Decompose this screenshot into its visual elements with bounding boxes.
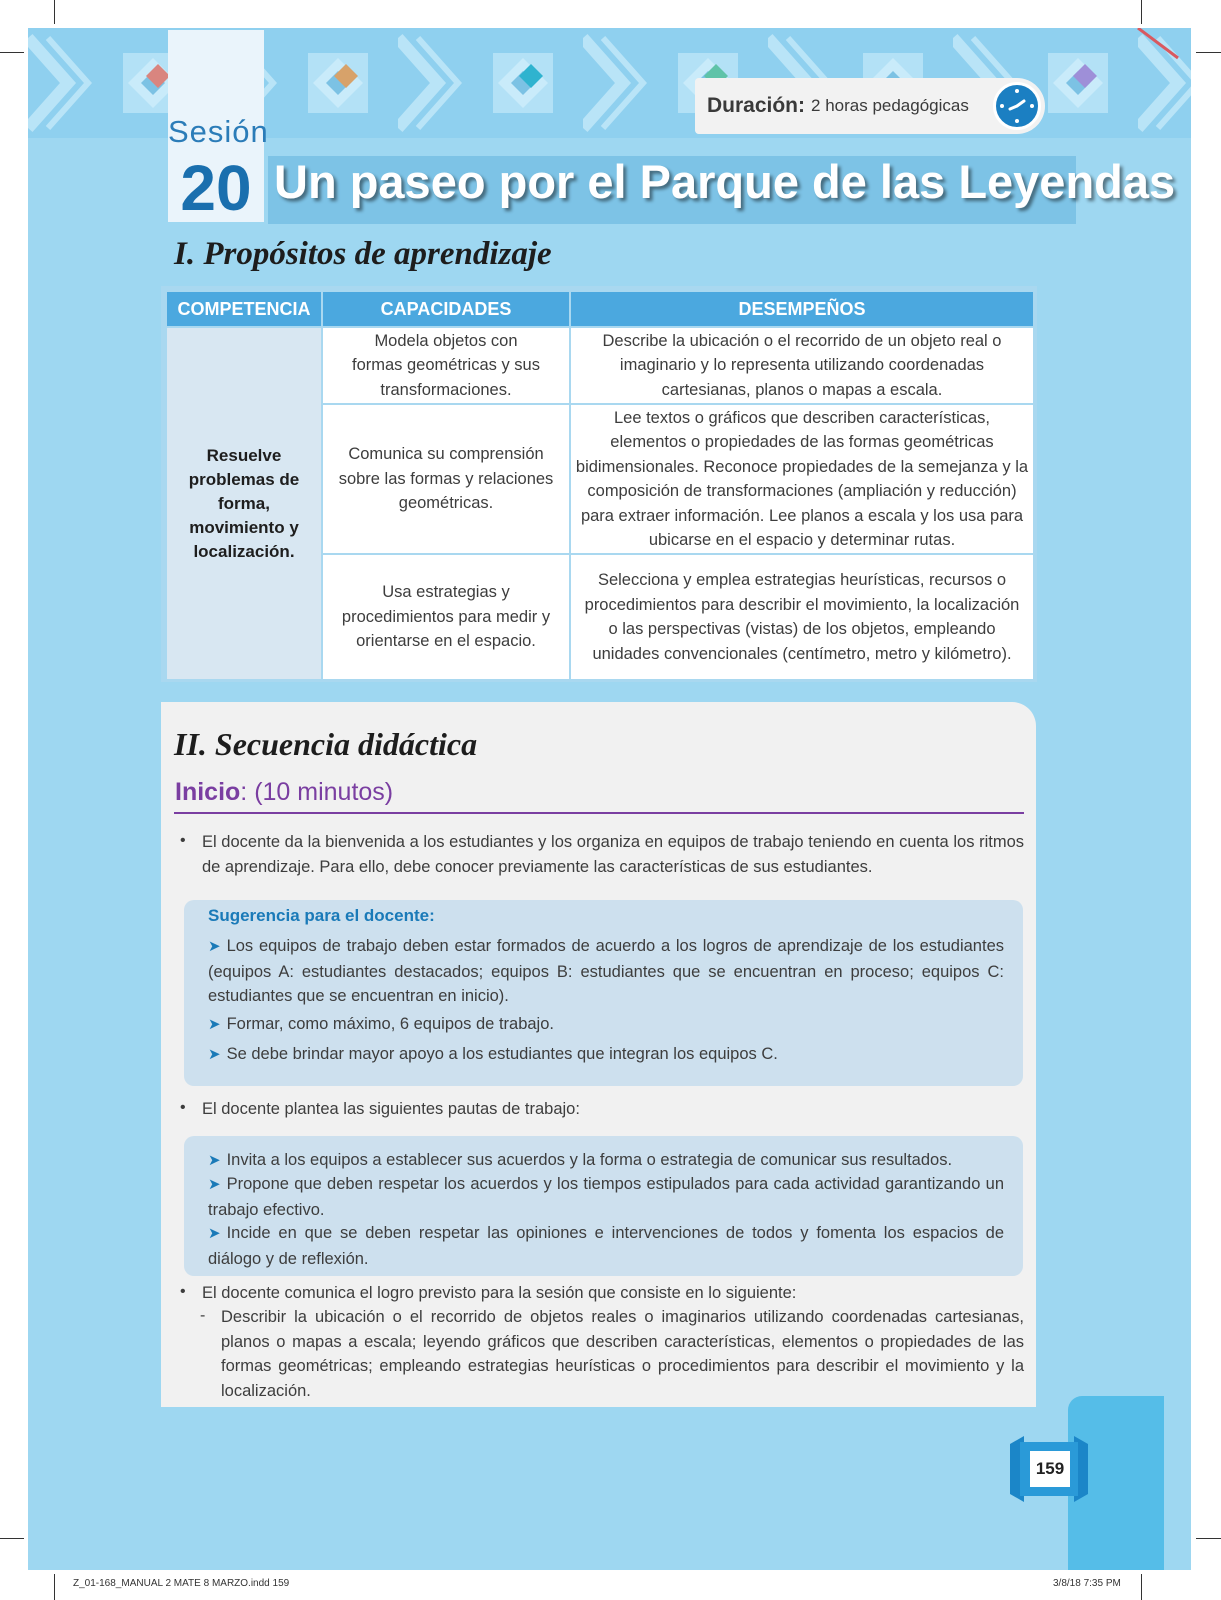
crop-mark [0, 52, 24, 53]
competencia-cell [166, 327, 322, 680]
divider [174, 812, 1024, 814]
competencia-text: Resuelve problemas de forma, movimiento y localización. [188, 445, 300, 561]
suggestion-item [208, 1042, 1004, 1068]
suggestion-title: Sugerencia para el docente: [208, 906, 435, 925]
arrow-bullet-icon: ➤ [208, 1225, 221, 1242]
inicio-time: : (10 minutos) [240, 778, 394, 806]
inicio-heading [175, 778, 393, 807]
desempeno-cell [570, 554, 1034, 680]
capacidad-cell [322, 327, 570, 404]
page-number: 159 [1030, 1451, 1070, 1487]
suggestion-item [208, 934, 1004, 1009]
dash-icon: - [200, 1307, 206, 1324]
table-row [166, 327, 1034, 404]
guideline-item-text: Propone que deben respetar los acuerdos y los tiempos estipulados para cada actividad garantizando un trabajo efectivo. [208, 1175, 1004, 1219]
paragraph-guidelines-intro: El docente plantea las siguientes pautas de trabajo: [202, 1100, 580, 1118]
crop-mark [0, 1538, 24, 1539]
arrow-bullet-icon: ➤ [208, 1046, 221, 1063]
session-number: 20 [180, 152, 252, 224]
page [28, 28, 1191, 1570]
crop-mark [1196, 52, 1221, 53]
arrow-bullet-icon: ➤ [208, 938, 221, 955]
desempeno-cell [570, 327, 1034, 404]
section-heading-sequence: II. Secuencia didáctica [174, 726, 478, 762]
paragraph-goal: El docente comunica el logro previsto para la sesión que consiste en lo siguiente: [202, 1284, 797, 1302]
suggestion-box [184, 900, 1023, 1086]
crop-mark [54, 1574, 55, 1600]
duration-value: 2 horas pedagógicas [811, 96, 969, 115]
guideline-item [208, 1148, 1004, 1174]
inicio-label: Inicio [175, 778, 241, 806]
desempeno-text: Describe la ubicación o el recorrido de un objeto real o imaginario y lo representa utilizando coordenadas cartesianas, planos o mapas a escala. [602, 331, 1002, 399]
table-header-competencia: COMPETENCIA [166, 291, 322, 327]
session-label: Sesión [168, 114, 269, 149]
desempeno-text: Selecciona y emplea estrategias heurísticas, recursos o procedimientos para describir el movimiento, la localización o las perspectivas (vistas) de los objetos, empleando unidades convencionales (centímetro, metro y kilómetro). [584, 571, 1020, 663]
capacidad-text: Modela objetos con formas geométricas y sus transformaciones. [352, 331, 540, 399]
bullet-icon: • [180, 1283, 186, 1300]
bullet-icon: • [180, 1099, 186, 1116]
purposes-table [165, 290, 1035, 681]
footer-file: Z_01-168_MANUAL 2 MATE 8 MARZO.indd 159 [73, 1578, 290, 1589]
desempeno-cell [570, 404, 1034, 554]
capacidad-text: Usa estrategias y procedimientos para medir y orientarse en el espacio. [341, 583, 551, 651]
purposes-table-frame [161, 286, 1037, 682]
table-header-capacidades: CAPACIDADES [322, 291, 570, 327]
arrow-bullet-icon: ➤ [208, 1152, 221, 1169]
bullet-icon: • [180, 832, 186, 849]
paragraph-welcome: El docente da la bienvenida a los estudiantes y los organiza en equipos de trabajo teniendo en cuenta los ritmos de aprendizaje. Para ello, debe conocer previamente las características de sus estudiantes. [202, 833, 1024, 876]
guidelines-box [184, 1136, 1023, 1276]
desempeno-text: Lee textos o gráficos que describen características, elementos o propiedades de las formas geométricas bidimensionales. Reconoce propiedades de la semejanza y la composición de transformaciones (ampliación y reducción) para extraer información. Lee planos a escala y los usa para ubicarse en el espacio y determinar rutas. [575, 408, 1029, 549]
capacidad-cell [322, 404, 570, 554]
capacidad-text: Comunica su comprensión sobre las formas y relaciones geométricas. [338, 445, 554, 513]
crop-mark [54, 0, 55, 24]
crop-mark [1196, 1538, 1221, 1539]
section-heading-purposes: I. Propósitos de aprendizaje [174, 236, 552, 272]
guideline-item [208, 1221, 1004, 1271]
paragraph-goal-detail: Describir la ubicación o el recorrido de objetos reales o imaginarios utilizando coordenadas cartesianas, planos o mapas a escala; leyendo gráficos que describen características, elementos o propiedades de las formas geométricas; empleando estrategias heurísticas o procedimientos para describir el movimiento y la localización. [221, 1308, 1024, 1400]
suggestion-item-text: Se debe brindar mayor apoyo a los estudiantes que integran los equipos C. [226, 1045, 778, 1063]
duration-label: Duración: [707, 94, 806, 117]
arrow-bullet-icon: ➤ [208, 1176, 221, 1193]
footer-date: 3/8/18 7:35 PM [1053, 1578, 1121, 1589]
crop-mark [1141, 0, 1142, 24]
suggestion-item [208, 1012, 1004, 1038]
guideline-item [208, 1172, 1004, 1222]
guideline-item-text: Invita a los equipos a establecer sus acuerdos y la forma o estrategia de comunicar sus resultados. [226, 1151, 953, 1169]
table-header-row [166, 291, 1034, 327]
page-title: Un paseo por el Parque de las Leyendas [274, 155, 1176, 208]
duration-box [695, 78, 1045, 134]
suggestion-item-text: Los equipos de trabajo deben estar formados de acuerdo a los logros de aprendizaje de los estudiantes (equipos A: estudiantes destacados; equipos B: estudiantes que se encuentran en proceso; equipos C: estudiantes que se encuentran en inicio). [208, 937, 1004, 1005]
capacidad-cell [322, 554, 570, 680]
guideline-item-text: Incide en que se deben respetar las opiniones e intervenciones de todos y fomenta los espacios de diálogo y de reflexión. [208, 1224, 1004, 1268]
suggestion-item-text: Formar, como máximo, 6 equipos de trabajo. [226, 1015, 554, 1033]
crop-mark [1141, 1574, 1142, 1600]
table-header-desempenos: DESEMPEÑOS [570, 291, 1034, 327]
arrow-bullet-icon: ➤ [208, 1016, 221, 1033]
clock-icon [993, 82, 1041, 130]
